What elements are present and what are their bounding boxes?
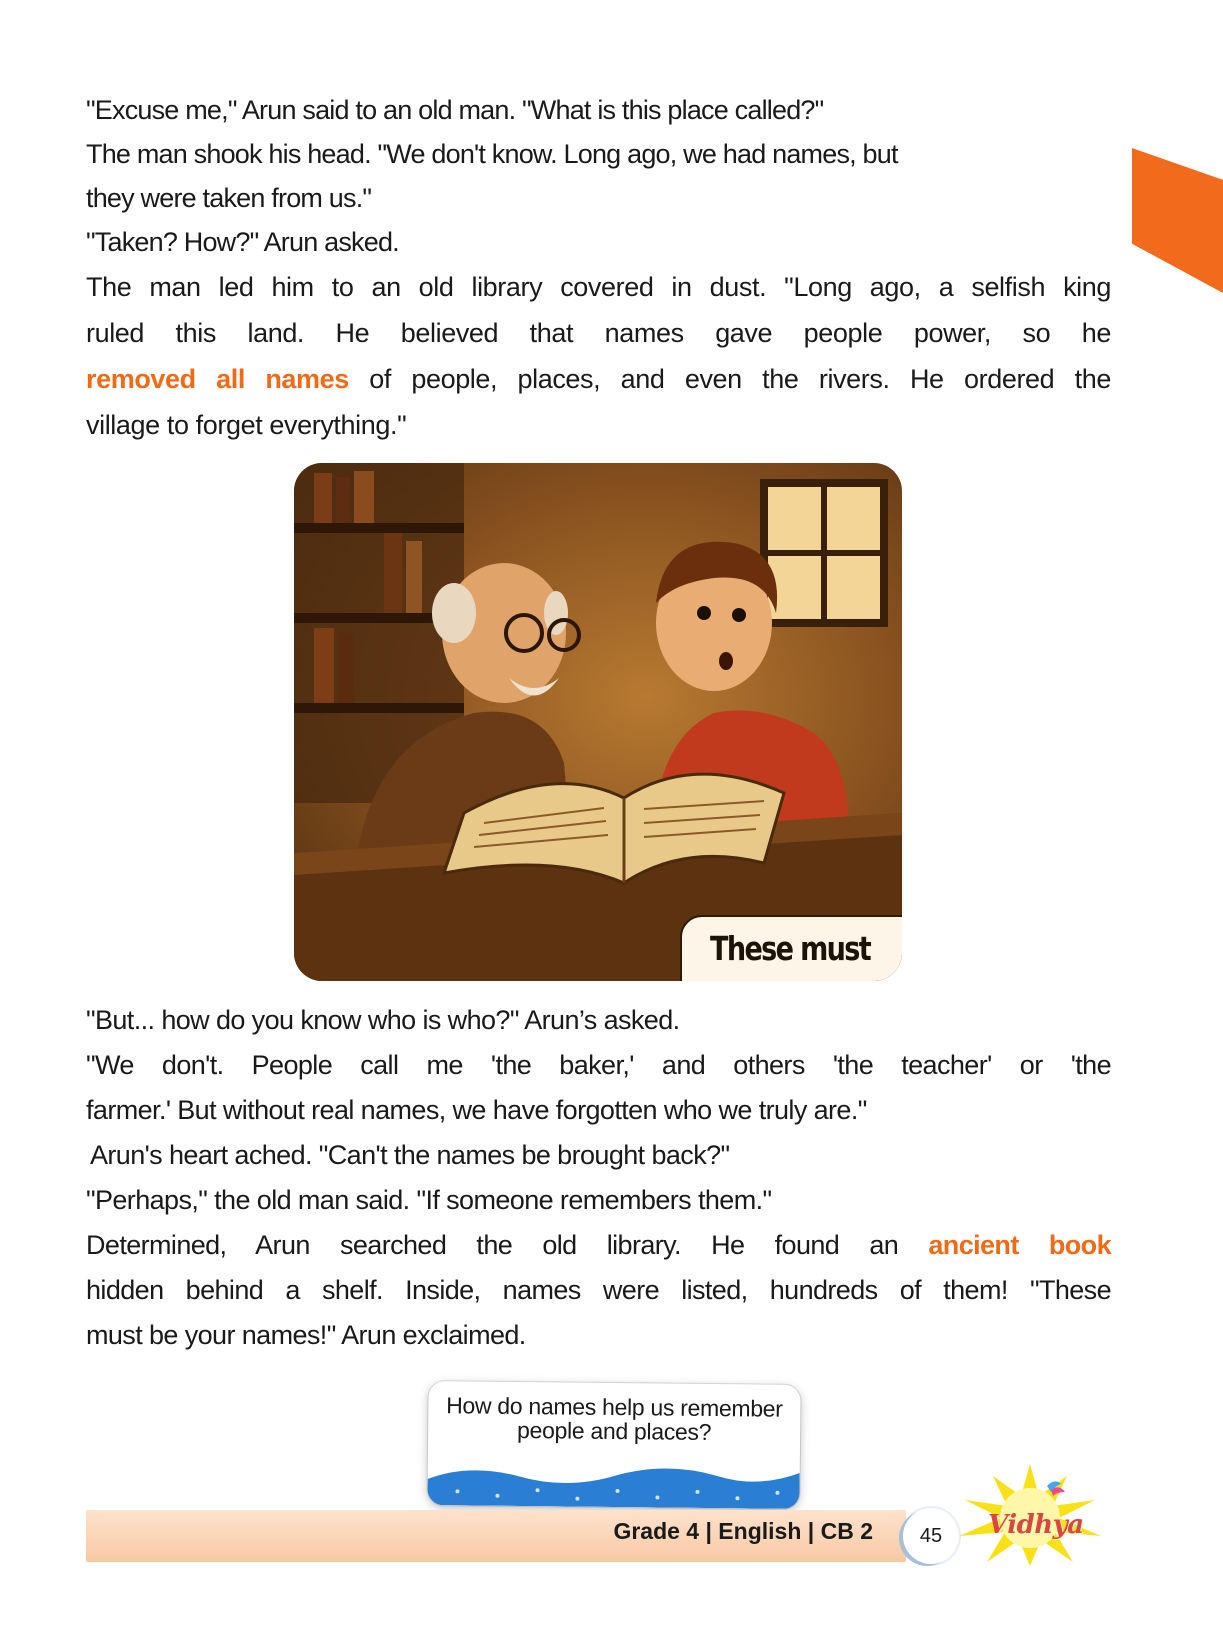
wave-decoration: [427, 1459, 799, 1509]
orange-corner-tab: [1132, 148, 1223, 293]
story-line: they were taken from us.": [86, 183, 372, 213]
story-paragraph-3: [86, 998, 1111, 1358]
story-line: hidden behind a shelf. Inside, names were listed, hundreds of them! "These: [86, 1275, 1111, 1305]
highlight-removed-all-names: removed all names: [86, 364, 349, 394]
story-paragraph-2: [86, 264, 1111, 448]
story-line: village to forget everything.": [86, 410, 407, 440]
story-line: farmer.' But without real names, we have forgotten who we truly are.": [86, 1095, 867, 1125]
speech-bubble-text: These must: [710, 929, 871, 968]
footer-grade-label: Grade 4 | English | CB 2: [613, 1518, 873, 1544]
story-line: The man led him to an old library covered in dust. "Long ago, a selfish king: [86, 272, 1111, 302]
vidhya-logo-text: Vidhya: [988, 1510, 1084, 1540]
story-line-start: Determined, Arun searched the old library. He found an: [86, 1230, 929, 1260]
question-card: [427, 1381, 800, 1509]
story-line: [86, 1223, 1111, 1268]
question-text: How do names help us remember people and places?: [446, 1392, 783, 1446]
story-illustration: [294, 463, 902, 981]
story-line: ruled this land. He believed that names gave people power, so he: [86, 318, 1111, 348]
story-line-rest: of people, places, and even the rivers. He ordered the: [348, 364, 1111, 394]
page-number: 45: [903, 1508, 959, 1564]
story-line: "Excuse me," Arun said to an old man. "What is this place called?": [86, 95, 824, 125]
story-line: "But... how do you know who is who?" Arun’s asked.: [86, 1005, 680, 1035]
library-scene: [294, 463, 902, 981]
story-line: The man shook his head. "We don't know. Long ago, we had names, but: [86, 139, 898, 169]
story-line: Arun's heart ached. "Can't the names be brought back?": [90, 1140, 730, 1170]
story-line: must be your names!" Arun exclaimed.: [86, 1320, 526, 1350]
story-paragraph-1: [86, 88, 1111, 264]
story-line: "Taken? How?" Arun asked.: [86, 227, 399, 257]
story-line: "Perhaps," the old man said. "If someone remembers them.": [86, 1185, 772, 1215]
story-line: "We don't. People call me 'the baker,' and others 'the teacher' or 'the: [86, 1050, 1111, 1080]
highlight-ancient-book: ancient book: [928, 1230, 1111, 1260]
story-line: [86, 356, 1111, 402]
